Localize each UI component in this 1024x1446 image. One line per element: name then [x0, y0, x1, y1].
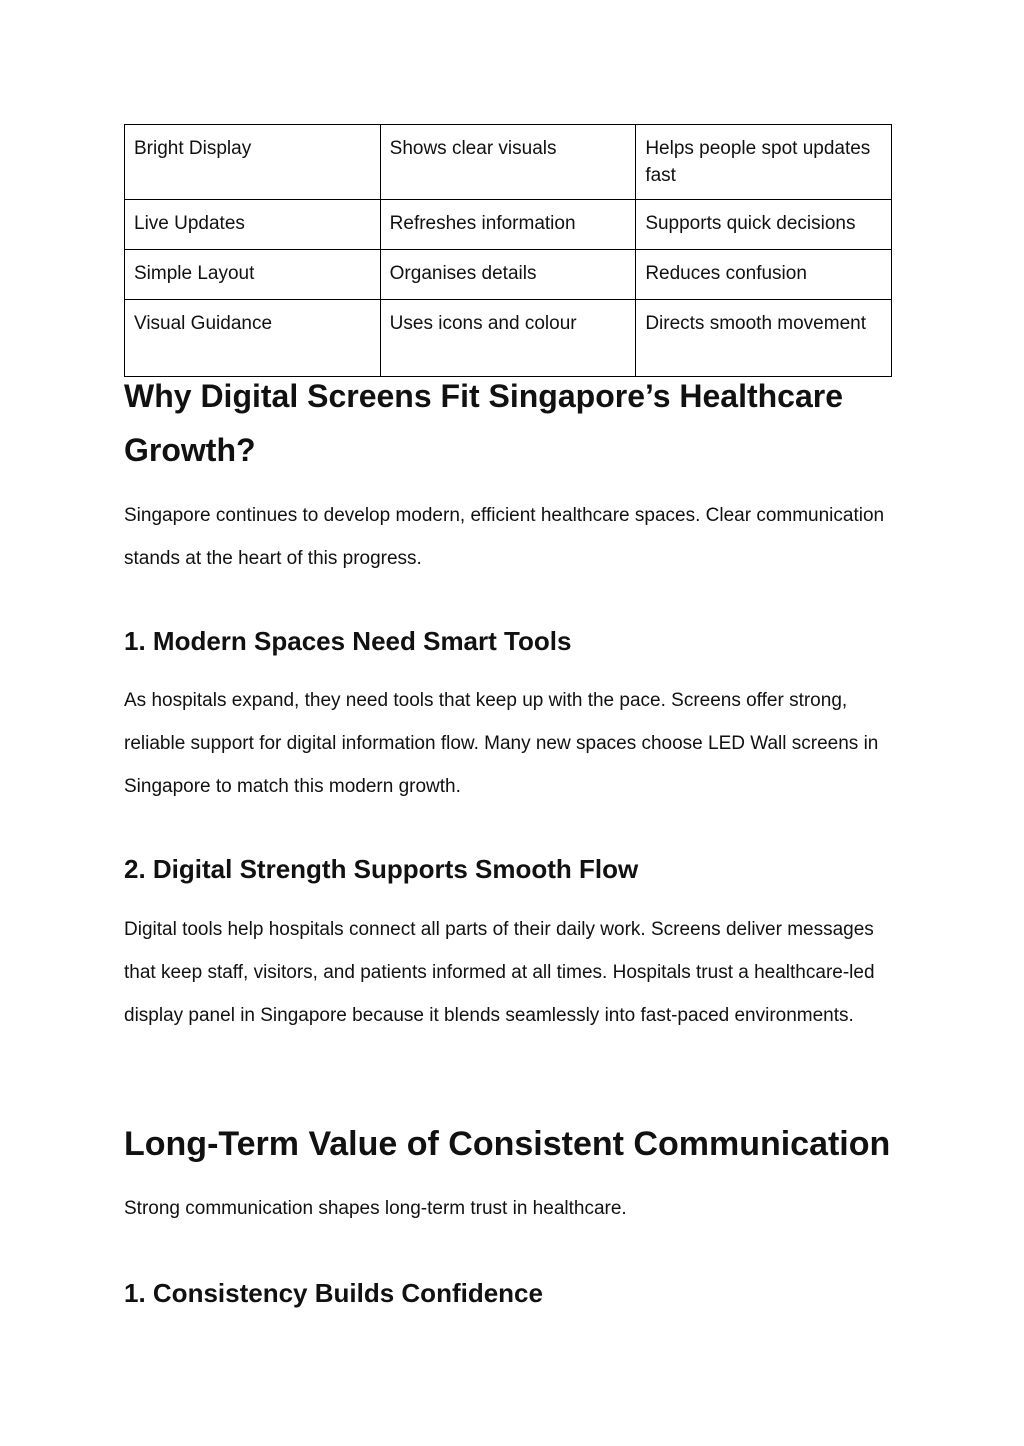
table-cell: Organises details	[380, 250, 636, 300]
subheading-modern-spaces: 1. Modern Spaces Need Smart Tools	[124, 626, 572, 656]
table-cell: Simple Layout	[125, 250, 381, 300]
table-cell: Directs smooth movement	[636, 300, 892, 377]
table-cell: Live Updates	[125, 200, 381, 250]
section-heading-long-term-value: Long-Term Value of Consistent Communication	[124, 1125, 891, 1163]
table-cell: Refreshes information	[380, 200, 636, 250]
table-row	[125, 250, 892, 300]
feature-table	[124, 124, 892, 377]
table-cell: Shows clear visuals	[380, 125, 636, 200]
table-cell: Uses icons and colour	[380, 300, 636, 377]
paragraph-modern-spaces: As hospitals expand, they need tools that keep up with the pace. Screens offer strong, reliable support for digital information flow. Many new spaces choose LED Wall screens in Singapore to match this modern growth.	[124, 690, 879, 797]
table-cell: Supports quick decisions	[636, 200, 892, 250]
section-intro-paragraph: Singapore continues to develop modern, efficient healthcare spaces. Clear communication stands at the heart of this progress.	[124, 505, 885, 569]
section-intro-paragraph-long-term: Strong communication shapes long-term trust in healthcare.	[124, 1198, 627, 1219]
table-row	[125, 200, 892, 250]
table-cell: Reduces confusion	[636, 250, 892, 300]
table-cell: Helps people spot updates fast	[636, 125, 892, 200]
section-heading-healthcare-growth: Why Digital Screens Fit Singapore’s Healthcare Growth?	[124, 378, 844, 468]
document-page	[124, 124, 892, 1308]
table-cell: Bright Display	[125, 125, 381, 200]
table-row	[125, 125, 892, 200]
table-cell: Visual Guidance	[125, 300, 381, 377]
subheading-digital-strength: 2. Digital Strength Supports Smooth Flow	[124, 854, 639, 884]
paragraph-digital-strength: Digital tools help hospitals connect all parts of their daily work. Screens deliver messages that keep staff, visitors, and patients informed at all times. Hospitals trust a healthcare-led display panel in Singapore because it blends seamlessly into fast-paced environments.	[124, 919, 875, 1026]
table-row	[125, 300, 892, 377]
subheading-consistency: 1. Consistency Builds Confidence	[124, 1278, 543, 1308]
